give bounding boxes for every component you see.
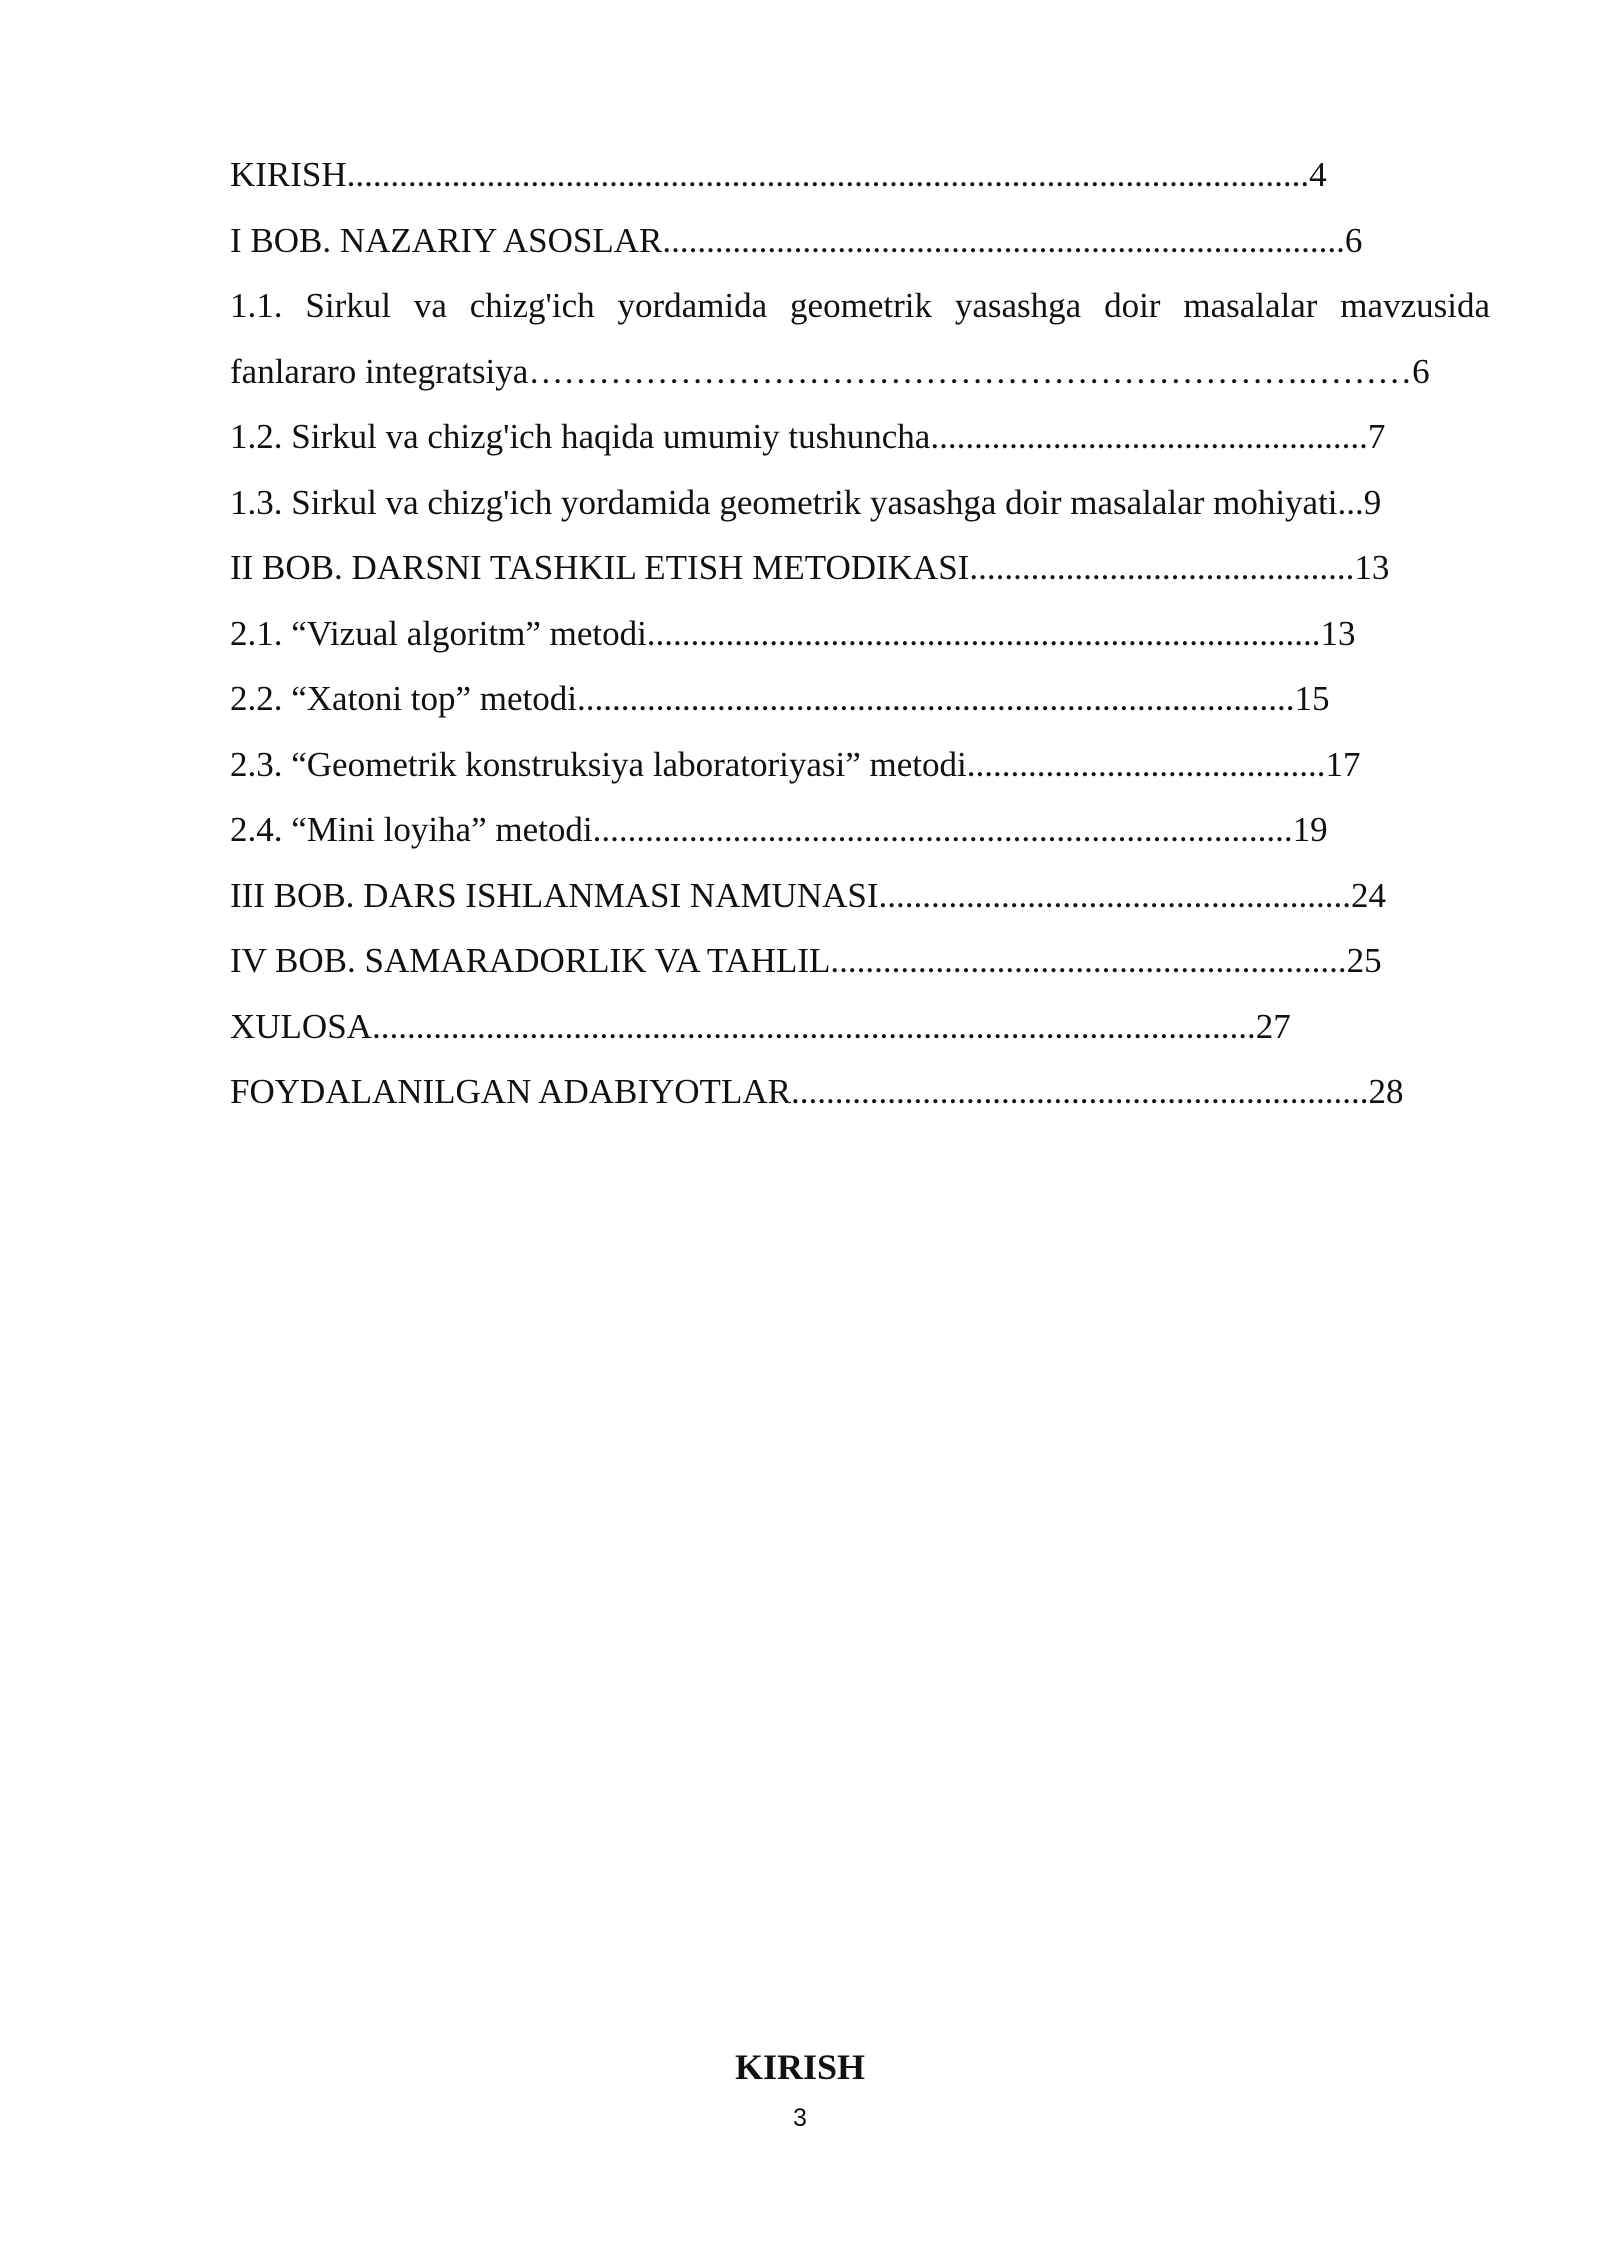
toc-entry-1-1-line-1: 1.1. Sirkul va chizg'ich yordamida geometrik yasashga doir masalalar mavzusida: [230, 286, 1490, 325]
toc-entry-1-3: 1.3. Sirkul va chizg'ich yordamida geometrik yasashga doir masalalar mohiyati...9: [230, 482, 1382, 522]
toc-entry-chapter-1: I BOB. NAZARIY ASOSLAR..............................................................................6: [230, 220, 1363, 260]
toc-entry-chapter-3: III BOB. DARS ISHLANMASI NAMUNASI......................................................24: [230, 875, 1387, 915]
toc-entry-kirish: KIRISH..............................................................................................................4: [230, 155, 1327, 194]
toc-entry-1-1-line-2: fanlararo integratsiya………………………………………………………….………6: [230, 351, 1430, 391]
toc-entry-xulosa: XULOSA.....................................................................................................27: [230, 1006, 1291, 1046]
toc-entry-2-4: 2.4. “Mini loyiha” metodi................................................................................19: [230, 810, 1328, 849]
toc-entry-chapter-4: IV BOB. SAMARADORLIK VA TAHLIL...........................................................25: [230, 941, 1382, 980]
toc-entry-2-3: 2.3. “Geometrik konstruksiya laboratoriyasi” metodi.........................................17: [230, 744, 1361, 784]
toc-entry-1-2: 1.2. Sirkul va chizg'ich haqida umumiy tushuncha..................................................7: [230, 417, 1386, 456]
toc-entry-2-1: 2.1. “Vizual algoritm” metodi.............................................................................13: [230, 613, 1356, 653]
toc-entry-references: FOYDALANILGAN ADABIYOTLAR..................................................................28: [230, 1072, 1404, 1111]
table-of-contents: [230, 150, 1490, 1133]
toc-entry-chapter-2: II BOB. DARSNI TASHKIL ETISH METODIKASI............................................13: [230, 548, 1390, 587]
section-heading: KIRISH: [734, 2047, 866, 2087]
page-number: 3: [793, 2104, 807, 2132]
toc-entry-2-2: 2.2. “Xatoni top” metodi..................................................................................15: [230, 679, 1330, 718]
